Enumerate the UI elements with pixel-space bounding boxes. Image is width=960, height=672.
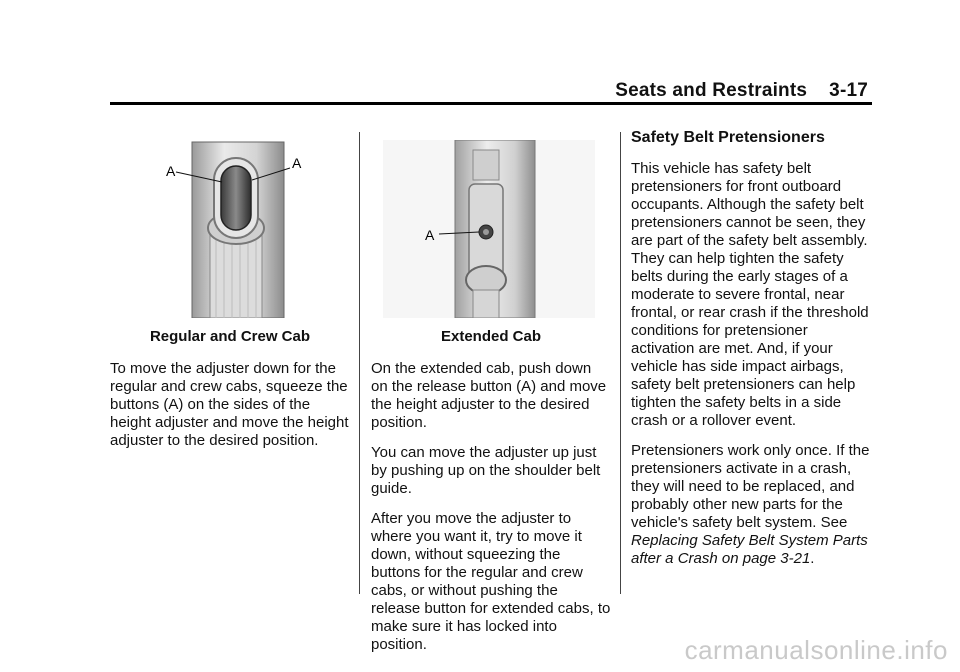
section-heading: Safety Belt Pretensioners: [631, 129, 825, 146]
column-divider: [359, 132, 360, 594]
cross-reference-link[interactable]: Replacing Safety Belt System Parts after a Crash on page 3-21: [631, 532, 868, 567]
paragraph: [631, 442, 871, 568]
column-left: [110, 140, 350, 462]
paragraph: On the extended cab, push down on the release button (A) and move the height adjuster to the desired position.: [371, 360, 607, 431]
watermark: carmanualsonline.info: [684, 635, 948, 665]
section-title: Seats and Restraints: [615, 80, 808, 101]
extended-cab-adjuster-illustration: [371, 140, 611, 318]
header-rule: [110, 102, 872, 105]
paragraph: To move the adjuster down for the regular and crew cabs, squeeze the buttons (A) on the sides of the height adjuster and move the height adjuster to the desired position.: [110, 360, 349, 449]
paragraph: After you move the adjuster to where you want it, try to move it down, without squeezing the buttons for the regular and crew cabs, or without pushing the release button for extended cabs, to make sure it has locked into position.: [371, 510, 611, 653]
column-divider: [620, 132, 621, 594]
paragraph-text: Pretensioners work only once. If the pretensioners activate in a crash, they will need to be replaced, and probably other new parts for the vehicle's safety belt system. See: [631, 442, 870, 531]
regular-crew-cab-adjuster-illustration: [110, 140, 350, 318]
page-header: [0, 80, 868, 102]
column-right: [631, 128, 871, 580]
figure-caption: Extended Cab: [440, 328, 542, 345]
page-number: 3-17: [829, 80, 868, 101]
callout-a-right: A: [292, 155, 302, 171]
callout-a-left: A: [166, 163, 176, 179]
paragraph: This vehicle has safety belt pretensioners for front outboard occupants. Although the safety belt pretensioners cannot be seen, they are part of the safety belt assembly. They can help tighten the safety belts during the early stages of a moderate to severe frontal, near frontal, or rear crash if the threshold conditions for pretensioner activation are met. And, if your vehicle has side impact airbags, safety belt pretensioners can help tighten the safety belts in a side crash or a rollover event.: [631, 160, 869, 429]
figure-caption: Regular and Crew Cab: [149, 328, 311, 345]
column-middle: [371, 140, 611, 666]
paragraph-end: .: [810, 550, 815, 567]
paragraph: You can move the adjuster up just by pushing up on the shoulder belt guide.: [371, 444, 601, 497]
callout-a: A: [425, 227, 435, 243]
